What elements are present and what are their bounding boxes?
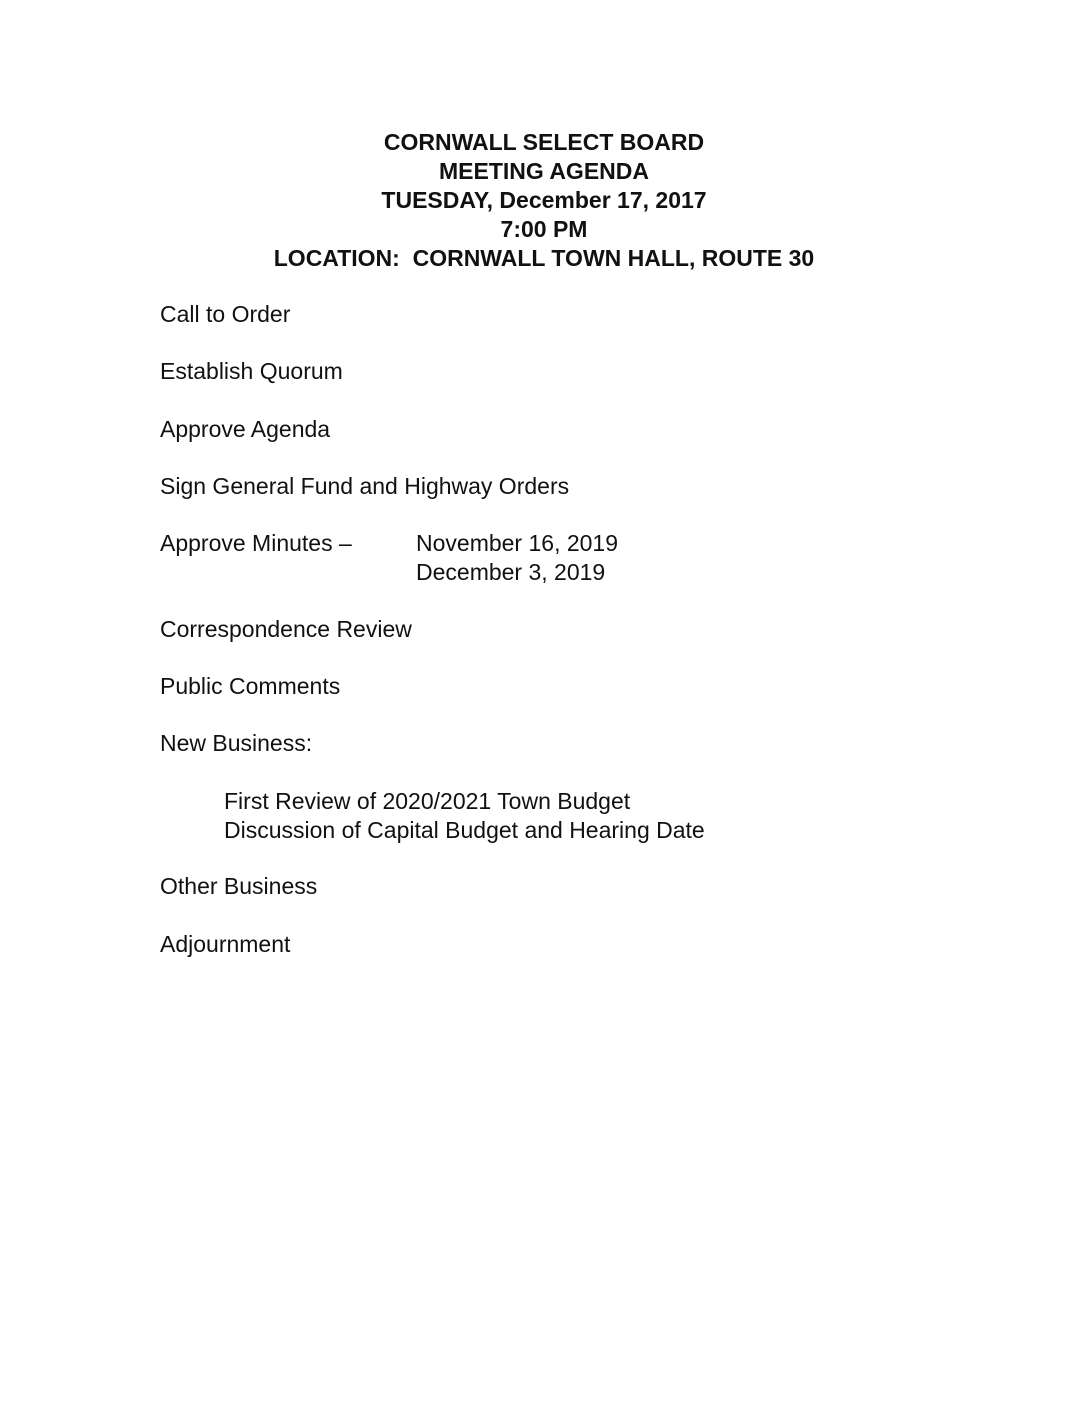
agenda-item-new-business: New Business: — [160, 730, 313, 756]
agenda-item-sign-orders: Sign General Fund and Highway Orders — [160, 473, 570, 499]
agenda-item-approve-minutes: Approve Minutes – — [160, 530, 352, 556]
agenda-item-public-comments: Public Comments — [160, 673, 341, 699]
agenda-item-call-to-order: Call to Order — [160, 301, 291, 327]
minutes-dates — [416, 529, 618, 587]
agenda-item-other-business: Other Business — [160, 873, 318, 899]
new-business-item: Discussion of Capital Budget and Hearing Date — [224, 817, 705, 843]
meeting-location: LOCATION: CORNWALL TOWN HALL, ROUTE 30 — [273, 245, 815, 271]
agenda-item-approve-agenda: Approve Agenda — [160, 416, 331, 442]
board-name: CORNWALL SELECT BOARD — [383, 129, 705, 155]
agenda-header — [0, 128, 1088, 273]
new-business-item: First Review of 2020/2021 Town Budget — [224, 788, 631, 814]
document-title: MEETING AGENDA — [439, 158, 649, 184]
meeting-date: TUESDAY, December 17, 2017 — [381, 187, 707, 213]
minutes-date: December 3, 2019 — [416, 559, 606, 585]
agenda-item-adjournment: Adjournment — [160, 931, 291, 957]
agenda-item-establish-quorum: Establish Quorum — [160, 358, 343, 384]
meeting-time: 7:00 PM — [500, 216, 588, 242]
agenda-item-correspondence-review: Correspondence Review — [160, 616, 412, 642]
minutes-date: November 16, 2019 — [416, 530, 619, 556]
